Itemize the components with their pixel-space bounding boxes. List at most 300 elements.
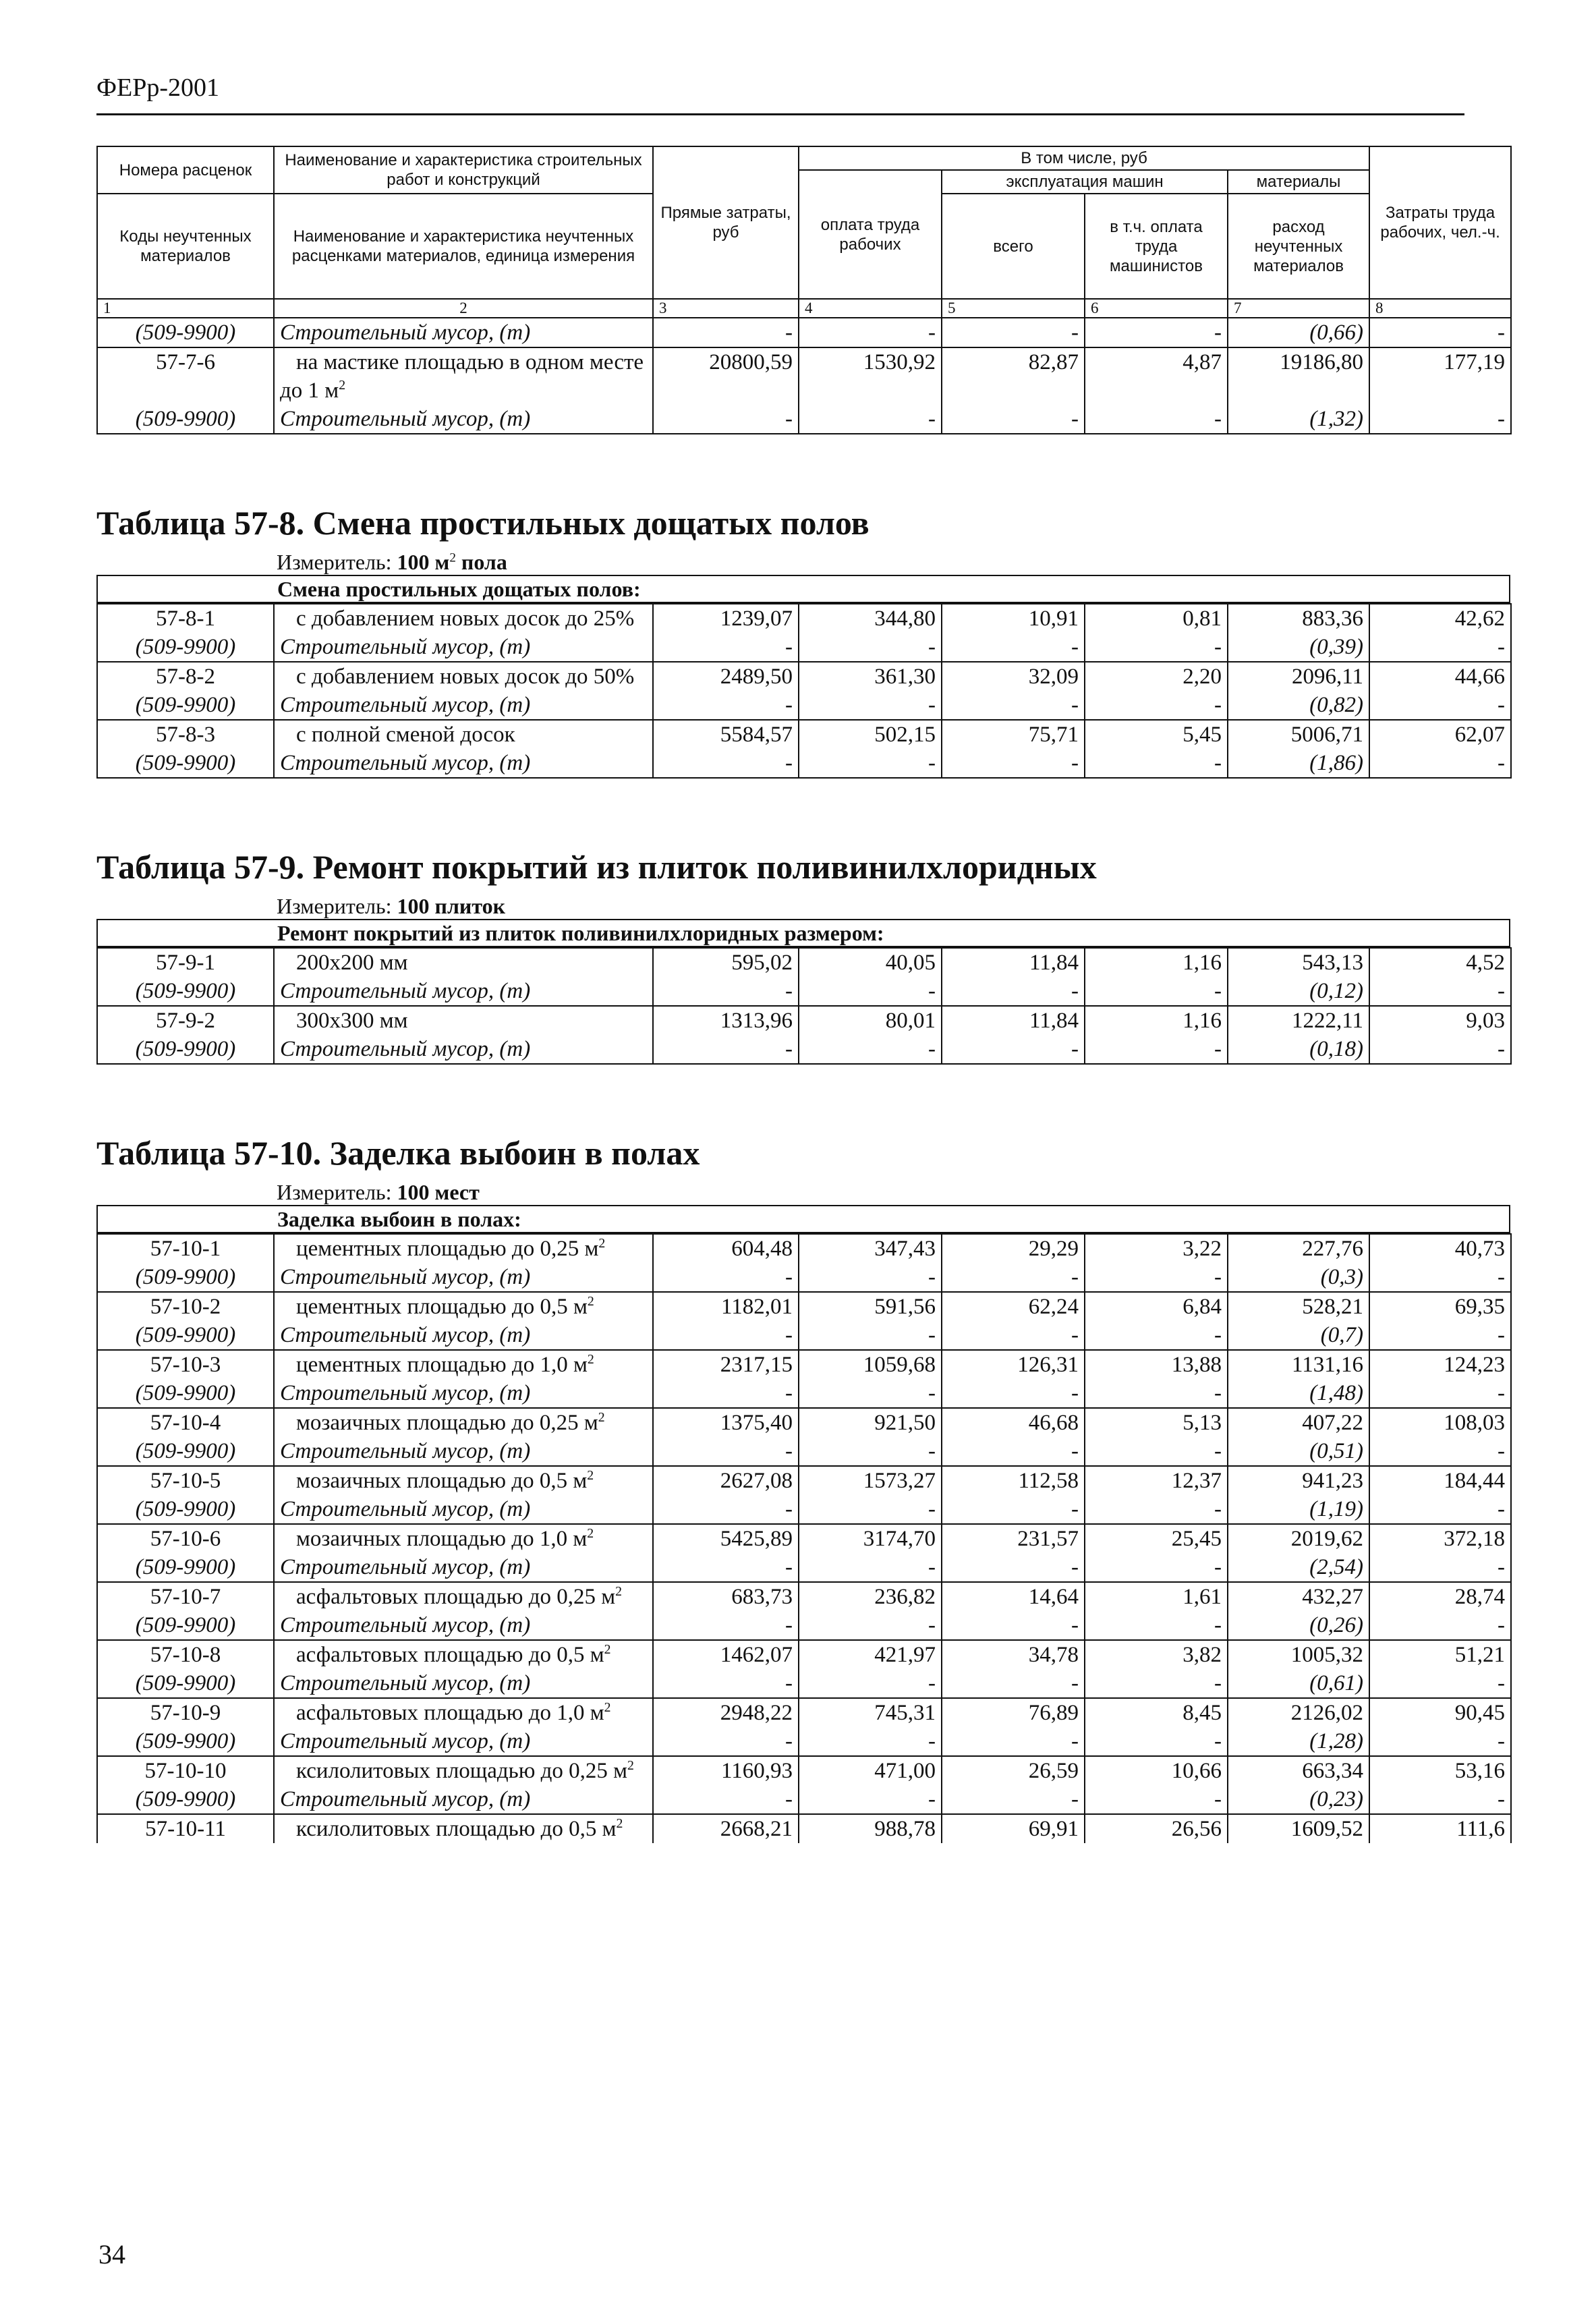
rate-code: 57-10-9 [97,1698,274,1727]
operator-pay: - [1085,1035,1228,1064]
debris-row [97,1379,1511,1408]
direct-costs: - [653,633,799,662]
unit-superscript: 2 [598,1236,606,1251]
header-material-name: Наименование и характеристика неучтенных расценками материалов, единица измерения [274,194,653,299]
materials-cost: 883,36 [1228,604,1369,633]
labor-pay: - [799,1437,942,1466]
direct-costs: - [653,1437,799,1466]
labor-pay: 1530,92 [799,347,942,405]
labor-pay: - [799,1263,942,1292]
material-description [274,1321,653,1350]
labor-pay: 40,05 [799,948,942,977]
work-description [274,1234,653,1263]
rate-row [97,604,1511,633]
operator-pay: 26,56 [1085,1814,1228,1843]
tables-container [96,434,1513,1843]
rate-row [97,1698,1511,1727]
debris-row [97,1785,1511,1814]
direct-costs: - [653,1321,799,1350]
machine-total: 62,24 [942,1292,1085,1321]
unit-superscript: 2 [587,1352,594,1367]
material-description [274,1611,653,1640]
machine-total: - [942,691,1085,720]
materials-cost: (1,48) [1228,1379,1369,1408]
work-description [274,1350,653,1379]
work-description-text: цементных площадью до 0,5 м [296,1295,588,1319]
direct-costs: - [653,1263,799,1292]
work-description-text: на мастике площадью в одном месте до 1 м [280,350,644,403]
materials-cost: (0,39) [1228,633,1369,662]
machine-total: 75,71 [942,720,1085,749]
machine-total: 10,91 [942,604,1085,633]
column-number: 4 [799,299,942,318]
labor-pay: 347,43 [799,1234,942,1263]
debris-row [97,405,1511,434]
labor-pay: - [799,1379,942,1408]
materials-cost: (0,51) [1228,1437,1369,1466]
rates-table [96,947,1512,1065]
materials-cost: 2019,62 [1228,1524,1369,1553]
labor-hours: - [1369,1669,1511,1698]
machine-total: - [942,633,1085,662]
material-description [274,1553,653,1582]
labor-pay: 471,00 [799,1756,942,1785]
material-description-text: Строительный мусор, (т) [280,1037,531,1061]
labor-hours: - [1369,405,1511,434]
machine-total: - [942,1437,1085,1466]
direct-costs: 20800,59 [653,347,799,405]
rate-row [97,1350,1511,1379]
operator-pay: - [1085,405,1228,434]
work-description [274,1582,653,1611]
rate-code: 57-10-8 [97,1640,274,1669]
direct-costs: 683,73 [653,1582,799,1611]
labor-pay: - [799,633,942,662]
materials-cost: (0,61) [1228,1669,1369,1698]
operator-pay: 13,88 [1085,1350,1228,1379]
material-description-text: Строительный мусор, (т) [280,1729,531,1753]
materials-cost: 19186,80 [1228,347,1369,405]
material-code: (509-9900) [97,1495,274,1524]
direct-costs: 1182,01 [653,1292,799,1321]
rate-code: 57-10-3 [97,1350,274,1379]
materials-cost: (0,66) [1228,318,1369,347]
material-description-text: Строительный мусор, (т) [280,693,531,717]
meter-label: Измеритель: [277,550,392,574]
work-description [274,604,653,633]
machine-total: 82,87 [942,347,1085,405]
labor-hours: 28,74 [1369,1582,1511,1611]
operator-pay: 0,81 [1085,604,1228,633]
debris-row [97,1035,1511,1064]
rate-code: 57-10-11 [97,1814,274,1843]
rate-row [97,1814,1511,1843]
labor-hours: - [1369,1553,1511,1582]
header-rate-number: Номера расценок [97,146,274,194]
direct-costs: 604,48 [653,1234,799,1263]
rate-code: 57-10-6 [97,1524,274,1553]
operator-pay: 4,87 [1085,347,1228,405]
materials-cost: (0,82) [1228,691,1369,720]
debris-row [97,1611,1511,1640]
material-description-text: Строительный мусор, (т) [280,1439,531,1463]
labor-hours: - [1369,633,1511,662]
machine-total: 29,29 [942,1234,1085,1263]
direct-costs: - [653,318,799,347]
unit-superscript: 2 [587,1526,594,1541]
direct-costs: 1462,07 [653,1640,799,1669]
rate-code: 57-10-10 [97,1756,274,1785]
operator-pay: 10,66 [1085,1756,1228,1785]
material-description-text: Строительный мусор, (т) [280,1323,531,1347]
rate-code: 57-8-2 [97,662,274,691]
machine-total: - [942,318,1085,347]
material-description [274,318,653,347]
labor-pay: - [799,1669,942,1698]
labor-hours: - [1369,1727,1511,1756]
meter-value: 100 плиток [397,894,506,918]
page-content [96,146,1513,1843]
work-description-text: цементных площадью до 0,25 м [296,1237,599,1261]
material-description [274,749,653,778]
labor-pay: - [799,749,942,778]
work-description-text: цементных площадью до 1,0 м [296,1353,588,1377]
labor-hours: 90,45 [1369,1698,1511,1727]
labor-hours: - [1369,1611,1511,1640]
material-code: (509-9900) [97,1553,274,1582]
labor-hours: 184,44 [1369,1466,1511,1495]
labor-pay: 361,30 [799,662,942,691]
labor-pay: - [799,1553,942,1582]
machine-total: 32,09 [942,662,1085,691]
rate-code: 57-8-1 [97,604,274,633]
materials-cost: 543,13 [1228,948,1369,977]
debris-row [97,749,1511,778]
labor-hours: 372,18 [1369,1524,1511,1553]
labor-pay: 344,80 [799,604,942,633]
direct-costs: - [653,1611,799,1640]
direct-costs: 5425,89 [653,1524,799,1553]
materials-cost: 528,21 [1228,1292,1369,1321]
operator-pay: - [1085,1495,1228,1524]
machine-total: 11,84 [942,1006,1085,1035]
labor-pay: 502,15 [799,720,942,749]
unit-superscript: 2 [604,1700,611,1715]
direct-costs: - [653,1379,799,1408]
labor-pay: - [799,405,942,434]
materials-cost: (0,3) [1228,1263,1369,1292]
rate-code: 57-10-2 [97,1292,274,1321]
materials-cost: (0,18) [1228,1035,1369,1064]
rates-table-header [96,146,1512,434]
direct-costs: 1313,96 [653,1006,799,1035]
materials-cost: 5006,71 [1228,720,1369,749]
running-title: ФЕРр-2001 [96,74,220,102]
operator-pay: - [1085,1553,1228,1582]
labor-pay: 591,56 [799,1292,942,1321]
materials-cost: 432,27 [1228,1582,1369,1611]
header-machine-total: всего [942,194,1085,299]
operator-pay: - [1085,1321,1228,1350]
section-heading: Смена простильных дощатых полов: [97,575,1510,602]
table-subheader [96,549,1510,603]
materials-cost: 1005,32 [1228,1640,1369,1669]
meter-line [97,893,1510,920]
operator-pay: 1,16 [1085,1006,1228,1035]
meter-value: 100 м [397,550,450,574]
operator-pay: 12,37 [1085,1466,1228,1495]
operator-pay: 3,22 [1085,1234,1228,1263]
machine-total: 14,64 [942,1582,1085,1611]
direct-costs: - [653,1785,799,1814]
meter-label: Измеритель: [277,1180,392,1204]
work-description-text: асфальтовых площадью до 1,0 м [296,1701,604,1725]
labor-hours: 4,52 [1369,948,1511,977]
column-number-row [97,299,1511,318]
operator-pay: 3,82 [1085,1640,1228,1669]
material-description [274,1727,653,1756]
operator-pay: - [1085,1669,1228,1698]
direct-costs: 2489,50 [653,662,799,691]
debris-row [97,318,1511,347]
unit-superscript: 2 [604,1642,611,1657]
operator-pay: 25,45 [1085,1524,1228,1553]
rate-row [97,1640,1511,1669]
labor-pay: 421,97 [799,1640,942,1669]
direct-costs: 2317,15 [653,1350,799,1379]
material-code: (509-9900) [97,977,274,1006]
rate-code: 57-9-1 [97,948,274,977]
labor-hours: - [1369,1035,1511,1064]
work-description [274,1524,653,1553]
column-number: 5 [942,299,1085,318]
materials-cost: 1609,52 [1228,1814,1369,1843]
work-description [274,1006,653,1035]
machine-total: - [942,1035,1085,1064]
material-description-text: Строительный мусор, (т) [280,1671,531,1695]
direct-costs: 1239,07 [653,604,799,633]
meter-value: 100 мест [397,1180,480,1204]
operator-pay: 1,16 [1085,948,1228,977]
machine-total: - [942,1495,1085,1524]
machine-total: 69,91 [942,1814,1085,1843]
direct-costs: 2668,21 [653,1814,799,1843]
labor-pay: 3174,70 [799,1524,942,1553]
labor-hours: - [1369,1321,1511,1350]
operator-pay: 2,20 [1085,662,1228,691]
work-description-text: асфальтовых площадью до 0,25 м [296,1585,616,1609]
labor-pay: - [799,1611,942,1640]
meter-label: Измеритель: [277,894,392,918]
work-description [274,1698,653,1727]
work-description-text: мозаичных площадью до 1,0 м [296,1527,588,1551]
machine-total: - [942,1553,1085,1582]
direct-costs: - [653,1035,799,1064]
material-description [274,691,653,720]
material-code: (509-9900) [97,318,274,347]
operator-pay: - [1085,1379,1228,1408]
meter-line [97,1179,1510,1206]
operator-pay: - [1085,1785,1228,1814]
direct-costs: 595,02 [653,948,799,977]
work-description-text: 300х300 мм [296,1009,408,1033]
table-title: Таблица 57-8. Смена простильных дощатых полов [96,504,870,542]
header-rule [96,113,1464,115]
materials-cost: (1,28) [1228,1727,1369,1756]
machine-total: - [942,1611,1085,1640]
materials-cost: (2,54) [1228,1553,1369,1582]
labor-pay: 921,50 [799,1408,942,1437]
labor-pay: 1573,27 [799,1466,942,1495]
labor-hours: - [1369,1263,1511,1292]
material-description-text: Строительный мусор, (т) [280,1381,531,1405]
rate-row [97,1466,1511,1495]
operator-pay: - [1085,1611,1228,1640]
materials-cost: (0,26) [1228,1611,1369,1640]
rate-row [97,1756,1511,1785]
direct-costs: - [653,749,799,778]
column-number: 1 [97,299,274,318]
rates-table [96,603,1512,779]
column-number: 8 [1369,299,1511,318]
material-description-text: Строительный мусор, (т) [280,320,531,345]
material-description [274,1669,653,1698]
labor-pay: - [799,1321,942,1350]
rate-code: 57-10-5 [97,1466,274,1495]
rate-row [97,1292,1511,1321]
rate-row [97,1006,1511,1035]
work-description-text: мозаичных площадью до 0,5 м [296,1469,588,1493]
material-description-text: Строительный мусор, (т) [280,407,531,431]
work-description-text: мозаичных площадью до 0,25 м [296,1411,598,1435]
materials-cost: 1131,16 [1228,1350,1369,1379]
labor-hours: - [1369,1785,1511,1814]
header-materials: материалы [1228,170,1369,194]
materials-cost: 2126,02 [1228,1698,1369,1727]
direct-costs: 1160,93 [653,1756,799,1785]
work-description-text: асфальтовых площадью до 0,5 м [296,1643,604,1667]
machine-total: 126,31 [942,1350,1085,1379]
direct-costs: - [653,1553,799,1582]
labor-pay: - [799,977,942,1006]
header-materials-unaccounted: расход неучтенных материалов [1228,194,1369,299]
column-number: 3 [653,299,799,318]
direct-costs: 5584,57 [653,720,799,749]
work-description-text: с добавлением новых досок до 50% [296,665,635,689]
material-code: (509-9900) [97,1727,274,1756]
table-title: Таблица 57-10. Заделка выбоин в полах [96,1134,700,1172]
machine-total: 34,78 [942,1640,1085,1669]
labor-hours: 42,62 [1369,604,1511,633]
unit-superscript: 2 [587,1468,594,1483]
labor-hours: - [1369,1379,1511,1408]
work-description-text: ксилолитовых площадью до 0,5 м [296,1817,617,1841]
labor-hours: 51,21 [1369,1640,1511,1669]
operator-pay: - [1085,1437,1228,1466]
direct-costs: - [653,1495,799,1524]
work-description [274,1292,653,1321]
labor-hours: 44,66 [1369,662,1511,691]
materials-cost: 407,22 [1228,1408,1369,1437]
labor-hours: - [1369,1495,1511,1524]
debris-row [97,1669,1511,1698]
machine-total: - [942,1727,1085,1756]
material-code: (509-9900) [97,633,274,662]
machine-total: - [942,1379,1085,1408]
work-description [274,1408,653,1437]
operator-pay: 6,84 [1085,1292,1228,1321]
header-work-name: Наименование и характеристика строительных работ и конструкций [274,146,653,194]
rate-row [97,1582,1511,1611]
materials-cost: 227,76 [1228,1234,1369,1263]
machine-total: - [942,1321,1085,1350]
work-description [274,1466,653,1495]
labor-pay: - [799,1035,942,1064]
work-description-text: с добавлением новых досок до 25% [296,607,635,631]
rate-row [97,1234,1511,1263]
labor-pay: 745,31 [799,1698,942,1727]
section-heading: Заделка выбоин в полах: [97,1206,1510,1233]
materials-cost: 941,23 [1228,1466,1369,1495]
work-description [274,1814,653,1843]
material-code: (509-9900) [97,1263,274,1292]
rate-code: 57-9-2 [97,1006,274,1035]
column-number: 6 [1085,299,1228,318]
material-description [274,1437,653,1466]
debris-row [97,691,1511,720]
work-description [274,347,653,405]
material-description [274,977,653,1006]
labor-pay: 80,01 [799,1006,942,1035]
header-material-codes: Коды неучтенных материалов [97,194,274,299]
material-description [274,1035,653,1064]
machine-total: - [942,1263,1085,1292]
materials-cost: 1222,11 [1228,1006,1369,1035]
header-direct-costs: Прямые затраты, руб [653,146,799,299]
labor-pay: 236,82 [799,1582,942,1611]
table-subheader [96,1179,1510,1233]
rate-code: 57-10-7 [97,1582,274,1611]
unit-superscript: 2 [598,1410,605,1425]
operator-pay: 8,45 [1085,1698,1228,1727]
labor-hours: 62,07 [1369,720,1511,749]
machine-total: 46,68 [942,1408,1085,1437]
operator-pay: - [1085,749,1228,778]
debris-row [97,1321,1511,1350]
material-description [274,1785,653,1814]
materials-cost: (1,86) [1228,749,1369,778]
unit-superscript: 2 [615,1584,623,1599]
materials-cost: (0,12) [1228,977,1369,1006]
work-description-text: с полной сменой досок [296,723,515,747]
materials-cost: 663,34 [1228,1756,1369,1785]
direct-costs: - [653,977,799,1006]
labor-hours: 108,03 [1369,1408,1511,1437]
header-row-1 [97,146,1511,170]
labor-hours: 177,19 [1369,347,1511,405]
labor-hours: 124,23 [1369,1350,1511,1379]
material-code: (509-9900) [97,749,274,778]
operator-pay: - [1085,1263,1228,1292]
material-code: (509-9900) [97,1437,274,1466]
unit-superscript: 2 [627,1758,634,1773]
operator-pay: - [1085,977,1228,1006]
meter-suffix: пола [455,550,507,574]
labor-hours: 9,03 [1369,1006,1511,1035]
machine-total: - [942,1785,1085,1814]
operator-pay: 5,13 [1085,1408,1228,1437]
labor-hours: 111,6 [1369,1814,1511,1843]
